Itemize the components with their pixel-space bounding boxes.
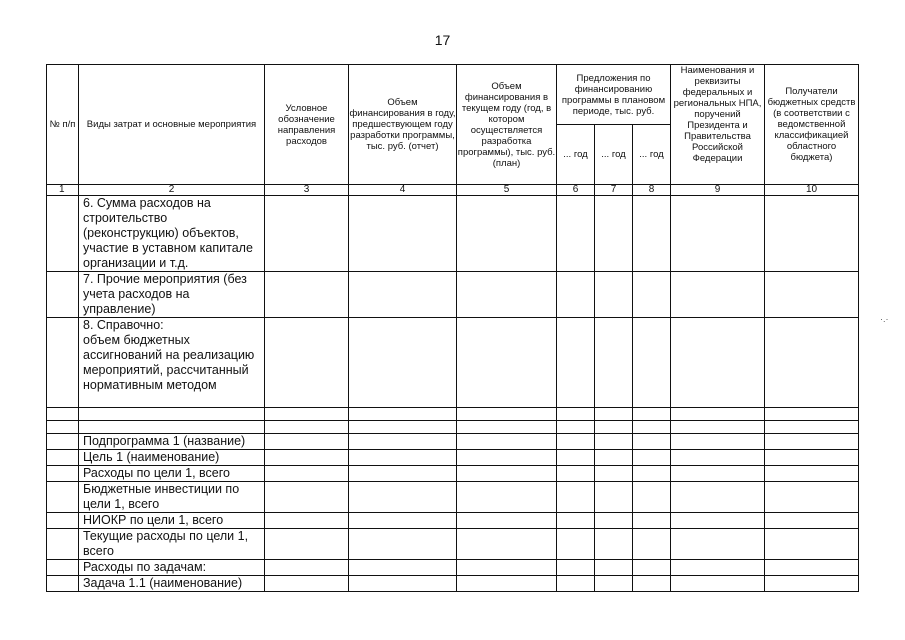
empty-cell [349,513,457,529]
empty-cell [671,482,765,513]
empty-cell [595,434,633,450]
empty-cell [349,560,457,576]
header-expense-types: Виды затрат и основные мероприятия [79,65,265,185]
empty-cell [349,272,457,318]
empty-cell [671,576,765,592]
empty-cell [671,318,765,408]
row-label: 6. Сумма расходов на строительство (реконструкцию) объектов, участие в уставном капитале организации и т.д. [79,196,265,272]
row-label: Цель 1 (наименование) [79,450,265,466]
empty-cell [265,434,349,450]
empty-cell [349,434,457,450]
empty-cell [457,318,557,408]
empty-cell [671,434,765,450]
table-row [47,560,859,576]
empty-cell [557,421,595,434]
row-label: Расходы по цели 1, всего [79,466,265,482]
header-year-2: ... год [595,125,633,185]
empty-cell [47,529,79,560]
empty-cell [265,318,349,408]
empty-cell [457,272,557,318]
empty-cell [633,450,671,466]
column-number-row [47,185,859,196]
empty-cell [457,408,557,421]
empty-cell [671,196,765,272]
row-label: НИОКР по цели 1, всего [79,513,265,529]
empty-cell [765,466,859,482]
empty-cell [349,576,457,592]
table-row [47,408,859,421]
header-recipients: Получатели бюджетных средств (в соответствии с ведомственной классификацией областного бюджета) [765,65,859,185]
empty-cell [47,196,79,272]
empty-cell [671,560,765,576]
column-number: 2 [79,185,265,196]
empty-cell [633,576,671,592]
empty-cell [765,482,859,513]
empty-cell [671,272,765,318]
empty-cell [47,513,79,529]
empty-cell [557,576,595,592]
empty-cell [557,408,595,421]
empty-cell [557,513,595,529]
empty-cell [633,529,671,560]
header-designation: Условное обозначение направления расходов [265,65,349,185]
empty-cell [765,560,859,576]
empty-cell [47,450,79,466]
empty-cell [595,408,633,421]
empty-cell [265,466,349,482]
row-label: 7. Прочие мероприятия (без учета расходов на управление) [79,272,265,318]
header-current-year-financing: Объем финансирования в текущем году (год, в котором осуществляется разработка программы), тыс. руб. (план) [457,65,557,185]
empty-cell [595,513,633,529]
column-number: 4 [349,185,457,196]
empty-cell [265,513,349,529]
empty-cell [671,513,765,529]
empty-cell [265,482,349,513]
column-number: 3 [265,185,349,196]
empty-cell [47,318,79,408]
column-number: 7 [595,185,633,196]
empty-cell [265,196,349,272]
column-number: 10 [765,185,859,196]
empty-cell [765,450,859,466]
table-row [47,450,859,466]
empty-cell [595,196,633,272]
empty-cell [349,421,457,434]
empty-cell [765,513,859,529]
empty-cell [47,408,79,421]
empty-cell [349,466,457,482]
column-number: 8 [633,185,671,196]
table-row [47,434,859,450]
row-label [79,421,265,434]
scan-speck: ·.· [880,314,889,324]
empty-cell [457,529,557,560]
table-row [47,513,859,529]
table-row [47,466,859,482]
empty-cell [595,576,633,592]
empty-cell [557,560,595,576]
empty-cell [457,560,557,576]
empty-cell [557,450,595,466]
page-number: 17 [434,32,451,48]
empty-cell [765,272,859,318]
empty-cell [671,450,765,466]
empty-cell [265,560,349,576]
empty-cell [349,318,457,408]
empty-cell [47,272,79,318]
empty-cell [457,576,557,592]
column-number: 5 [457,185,557,196]
empty-cell [765,408,859,421]
empty-cell [765,529,859,560]
empty-cell [557,434,595,450]
table-row [47,318,859,408]
empty-cell [557,529,595,560]
empty-cell [349,450,457,466]
empty-cell [595,450,633,466]
row-label: Подпрограмма 1 (название) [79,434,265,450]
empty-cell [47,466,79,482]
empty-cell [765,576,859,592]
row-label: Расходы по задачам: [79,560,265,576]
empty-cell [265,408,349,421]
empty-cell [633,560,671,576]
empty-cell [595,529,633,560]
empty-cell [595,272,633,318]
row-label: 8. Справочно: объем бюджетных ассигнований на реализацию мероприятий, рассчитанный нормативным методом [79,318,265,408]
empty-cell [633,513,671,529]
empty-cell [349,196,457,272]
column-number: 1 [47,185,79,196]
column-number: 9 [671,185,765,196]
financing-table [46,64,859,592]
empty-cell [47,421,79,434]
empty-cell [47,560,79,576]
empty-cell [595,560,633,576]
empty-cell [457,196,557,272]
empty-cell [595,318,633,408]
empty-cell [457,466,557,482]
header-prior-year-financing: Объем финансирования в году, предшествующем году разработки программы, тыс. руб. (отчет) [349,65,457,185]
empty-cell [265,529,349,560]
table-row [47,272,859,318]
row-label: Бюджетные инвестиции по цели 1, всего [79,482,265,513]
empty-cell [265,421,349,434]
empty-cell [595,421,633,434]
empty-cell [557,272,595,318]
table-row [47,196,859,272]
row-label: Задача 1.1 (наименование) [79,576,265,592]
table-body [47,185,859,592]
empty-cell [457,482,557,513]
empty-cell [457,421,557,434]
empty-cell [349,408,457,421]
empty-cell [765,318,859,408]
empty-cell [633,318,671,408]
header-number: № п/п [47,65,79,185]
empty-cell [633,272,671,318]
empty-cell [557,482,595,513]
row-label [79,408,265,421]
empty-cell [765,421,859,434]
header-legal-acts: Наименования и реквизиты федеральных и региональных НПА, поручений Президента и Правительства Российской Федерации [671,65,765,185]
empty-cell [633,434,671,450]
empty-cell [671,466,765,482]
empty-cell [595,466,633,482]
empty-cell [671,421,765,434]
empty-cell [765,434,859,450]
empty-cell [47,576,79,592]
table-row [47,421,859,434]
empty-cell [633,196,671,272]
empty-cell [265,576,349,592]
row-label: Текущие расходы по цели 1, всего [79,529,265,560]
empty-cell [765,196,859,272]
empty-cell [557,318,595,408]
empty-cell [457,450,557,466]
header-year-3: ... год [633,125,671,185]
empty-cell [633,482,671,513]
table-row [47,529,859,560]
empty-cell [557,196,595,272]
empty-cell [557,466,595,482]
empty-cell [633,408,671,421]
column-number: 6 [557,185,595,196]
empty-cell [349,529,457,560]
empty-cell [595,482,633,513]
empty-cell [671,408,765,421]
header-planned-period: Предложения по финансированию программы в плановом периоде, тыс. руб. [557,65,671,125]
empty-cell [265,450,349,466]
empty-cell [671,529,765,560]
empty-cell [457,434,557,450]
table-row [47,482,859,513]
empty-cell [349,482,457,513]
empty-cell [47,482,79,513]
empty-cell [265,272,349,318]
empty-cell [633,421,671,434]
table-row [47,576,859,592]
empty-cell [47,434,79,450]
header-year-1: ... год [557,125,595,185]
empty-cell [633,466,671,482]
empty-cell [457,513,557,529]
